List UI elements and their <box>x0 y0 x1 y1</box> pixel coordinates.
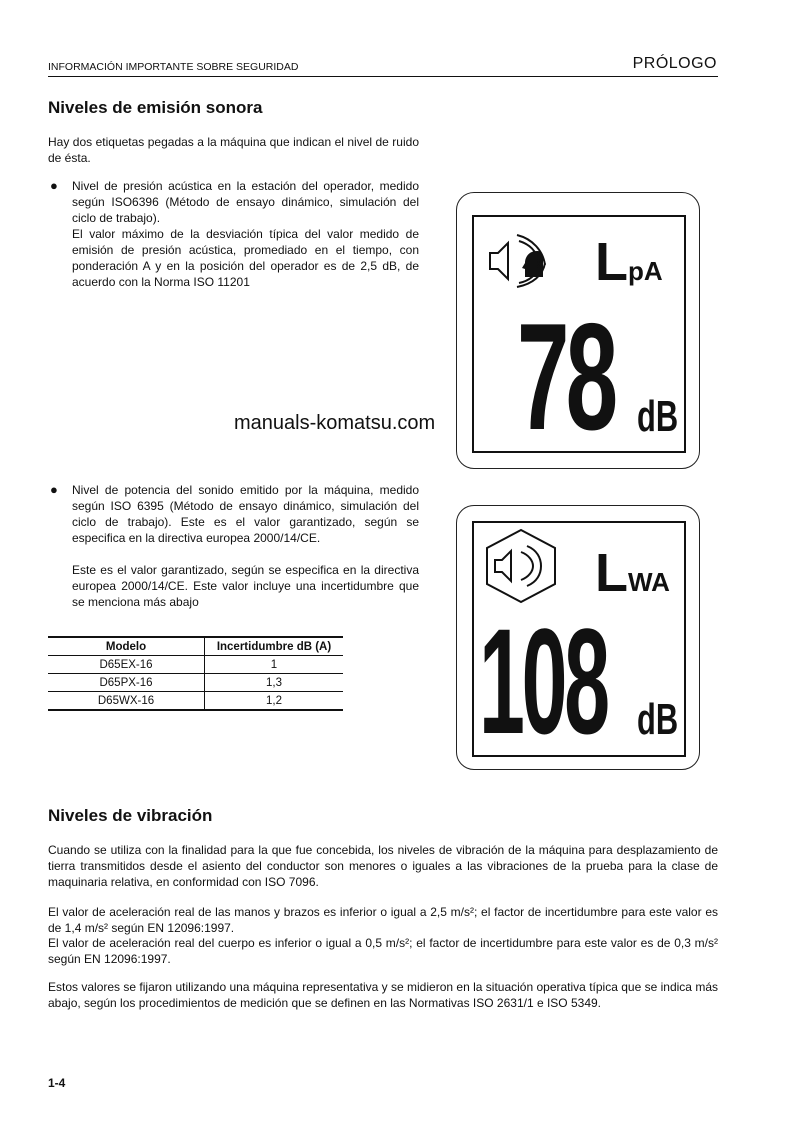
vibration-p2a: El valor de aceleración real de las manos y brazos es inferior o igual a 2,5 m/s²; el factor de incertidumbre para este valor es de 1,4 m/s² según EN 12096:1997. <box>48 905 718 935</box>
bullet1-text1: Nivel de presión acústica en la estación del operador, medido según ISO6396 (Método de ensayo dinámico, simulación del ciclo de trabajo). <box>72 179 419 225</box>
speaker-operator-head-icon <box>487 231 562 296</box>
table-row <box>48 656 343 674</box>
table-header-row <box>48 637 343 656</box>
lwa-symbol: LWA <box>595 543 670 603</box>
chapter-header: PRÓLOGO <box>632 55 717 72</box>
lwa-noise-label <box>456 505 700 770</box>
lwa-value: 108 <box>479 597 607 765</box>
bullet-icon: ● <box>50 482 58 497</box>
table-row <box>48 692 343 711</box>
header-divider <box>48 76 718 77</box>
noise-intro: Hay dos etiquetas pegadas a la máquina que indican el nivel de ruido de ésta. <box>48 135 419 165</box>
col-incertidumbre: Incertidumbre dB (A) <box>205 637 344 656</box>
page-number: 1-4 <box>48 1076 66 1090</box>
speaker-hexagon-icon <box>485 528 557 604</box>
section-header: INFORMACIÓN IMPORTANTE SOBRE SEGURIDAD <box>48 61 299 73</box>
vibration-p3: Estos valores se fijaron utilizando una máquina representativa y se midieron en la situación operativa típica que se indica más abajo, según los procedimientos de medición que se definen en las Normativas ISO 2631/1 e ISO 5349. <box>48 980 718 1010</box>
bullet2-text1: Nivel de potencia del sonido emitido por la máquina, medido según ISO 6395 (Método de ensayo dinámico, simulación del ciclo de trabajo). Este es el valor garantizado, según se especifica en la directiva europea 2000/14/CE. <box>72 483 419 545</box>
lwa-unit: dB <box>637 695 679 744</box>
lpa-unit: dB <box>637 392 679 441</box>
cell: 1,2 <box>205 692 344 711</box>
noise-title: Niveles de emisión sonora <box>48 98 263 117</box>
cell: D65PX-16 <box>48 674 205 692</box>
vibration-p2b: El valor de aceleración real del cuerpo es inferior o igual a 0,5 m/s²; el factor de incertidumbre para este valor es de 0,3 m/s² según EN 12096:1997. <box>48 936 718 966</box>
lpa-value: 78 <box>517 292 615 462</box>
vibration-p1: Cuando se utiliza con la finalidad para la que fue concebida, los niveles de vibración de la máquina para desplazamiento de tierra transmitidos desde el asiento del conductor son menores o iguales a las vibraciones de la prueba para la clase de maquinaria relativa, en conformidad con ISO 7096. <box>48 843 718 889</box>
cell: 1,3 <box>205 674 344 692</box>
bullet1-text2: El valor máximo de la desviación típica del valor medido de emisión de presión acústica, promediado en el tiempo, con ponderación A y en la posición del operador es de 2,5 dB, de acuerdo con la Norma ISO 11201 <box>72 227 419 289</box>
bullet-icon: ● <box>50 178 58 193</box>
cell: D65EX-16 <box>48 656 205 674</box>
watermark: manuals-komatsu.com <box>234 412 436 434</box>
cell: D65WX-16 <box>48 692 205 711</box>
lpa-symbol: LpA <box>595 232 663 292</box>
bullet2-text2: Este es el valor garantizado, según se especifica en la directiva europea 2000/14/CE. Este valor incluye una incertidumbre que se menciona más abajo <box>72 563 419 609</box>
uncertainty-table <box>48 636 343 711</box>
col-modelo: Modelo <box>48 637 205 656</box>
lpa-noise-label <box>456 192 700 469</box>
cell: 1 <box>205 656 344 674</box>
vibration-title: Niveles de vibración <box>48 806 213 825</box>
table-row <box>48 674 343 692</box>
